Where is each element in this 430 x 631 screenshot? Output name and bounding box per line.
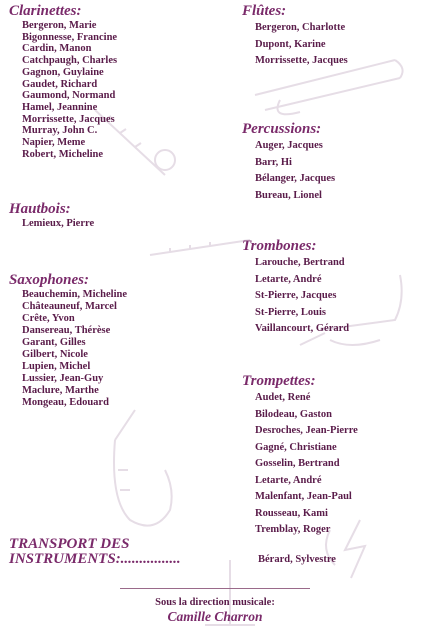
member-name: Barr, Hi	[255, 156, 292, 168]
member-name: St-Pierre, Louis	[255, 306, 326, 318]
member-name: St-Pierre, Jacques	[255, 290, 337, 301]
member-list-saxophones	[22, 289, 127, 409]
member-name: Vaillancourt, Gérard	[255, 323, 350, 334]
member-name: Bureau, Lionel	[255, 189, 322, 201]
saxophone-sketch	[114, 410, 172, 526]
direction-label: Sous la direction musicale:	[155, 597, 275, 608]
transport-name: Bérard, Sylvestre	[258, 554, 336, 565]
member-list-hautbois	[22, 218, 94, 230]
member-name: Napier, Meme	[22, 137, 86, 149]
member-name: Cardin, Manon	[22, 43, 92, 55]
member-name: Morrissette, Jacques	[22, 113, 115, 125]
section-trombones	[242, 238, 349, 338]
member-name: Gilbert, Nicole	[22, 349, 88, 360]
member-name: Robert, Micheline	[22, 148, 104, 160]
section-title-flutes: Flûtes:	[242, 3, 287, 19]
flute-sketch	[150, 240, 250, 255]
member-name: Gaudet, Richard	[22, 78, 98, 90]
member-name: Catchpaugh, Charles	[22, 55, 118, 67]
member-name: Desroches, Jean-Pierre	[255, 425, 358, 436]
member-name: Rousseau, Kami	[255, 507, 328, 519]
member-name: Larouche, Bertrand	[255, 257, 345, 268]
member-name: Letarte, André	[255, 273, 322, 285]
member-list-percussions	[255, 138, 335, 204]
section-title-clarinettes: Clarinettes:	[9, 3, 82, 19]
member-name: Crête, Yvon	[22, 313, 75, 324]
member-name: Bigonnesse, Francine	[22, 31, 118, 43]
section-percussions	[242, 121, 335, 204]
conductor-name: Camille Charron	[167, 609, 263, 624]
member-name: Letarte, André	[255, 474, 322, 486]
member-name: Lussier, Jean-Guy	[22, 373, 104, 384]
member-name: Gagné, Christiane	[255, 441, 337, 453]
section-title-saxophones: Saxophones:	[9, 272, 90, 288]
member-name: Châteauneuf, Marcel	[22, 301, 117, 312]
member-name: Garant, Gilles	[22, 337, 86, 348]
member-name: Bergeron, Marie	[22, 20, 97, 31]
member-name: Lupien, Michel	[22, 361, 91, 372]
section-clarinettes	[9, 3, 117, 160]
member-name: Murray, John C.	[22, 125, 98, 137]
member-name: Audet, René	[255, 392, 311, 403]
member-name: Dansereau, Thérèse	[22, 325, 111, 336]
member-name: Beauchemin, Micheline	[22, 289, 127, 300]
divider	[120, 588, 310, 589]
section-title-percussions: Percussions:	[242, 121, 322, 137]
section-hautbois	[9, 201, 94, 230]
member-name: Lemieux, Pierre	[22, 218, 95, 229]
member-name: Auger, Jacques	[255, 140, 323, 151]
member-list-trombones	[255, 255, 349, 338]
section-title-trombones: Trombones:	[242, 238, 317, 254]
member-name: Bélanger, Jacques	[255, 173, 336, 184]
member-name: Mongeau, Edouard	[22, 397, 109, 408]
member-name: Gosselin, Bertrand	[255, 458, 340, 469]
section-flutes	[242, 3, 348, 70]
member-name: Gaumond, Normand	[22, 90, 116, 102]
member-name: Malenfant, Jean-Paul	[255, 491, 352, 502]
section-title-trompettes: Trompettes:	[242, 373, 316, 389]
member-name: Maclure, Marthe	[22, 385, 99, 396]
member-name: Dupont, Karine	[255, 38, 326, 50]
transport-subtitle: INSTRUMENTS:................	[9, 551, 181, 567]
member-name: Morrissette, Jacques	[255, 55, 348, 66]
section-title-hautbois: Hautbois:	[9, 201, 71, 217]
section-saxophones	[9, 272, 127, 409]
member-name: Tremblay, Roger	[255, 524, 331, 535]
transport-title: TRANSPORT DES	[9, 536, 130, 552]
section-trompettes	[242, 373, 358, 539]
member-list-flutes	[255, 20, 348, 70]
member-name: Gagnon, Guylaine	[22, 66, 104, 78]
member-name: Hamel, Jeannine	[22, 101, 98, 113]
member-name: Bilodeau, Gaston	[255, 408, 333, 420]
member-list-trompettes	[255, 390, 358, 539]
member-name: Bergeron, Charlotte	[255, 22, 346, 33]
drum-sketch	[155, 150, 175, 170]
member-list-clarinettes	[22, 20, 117, 160]
